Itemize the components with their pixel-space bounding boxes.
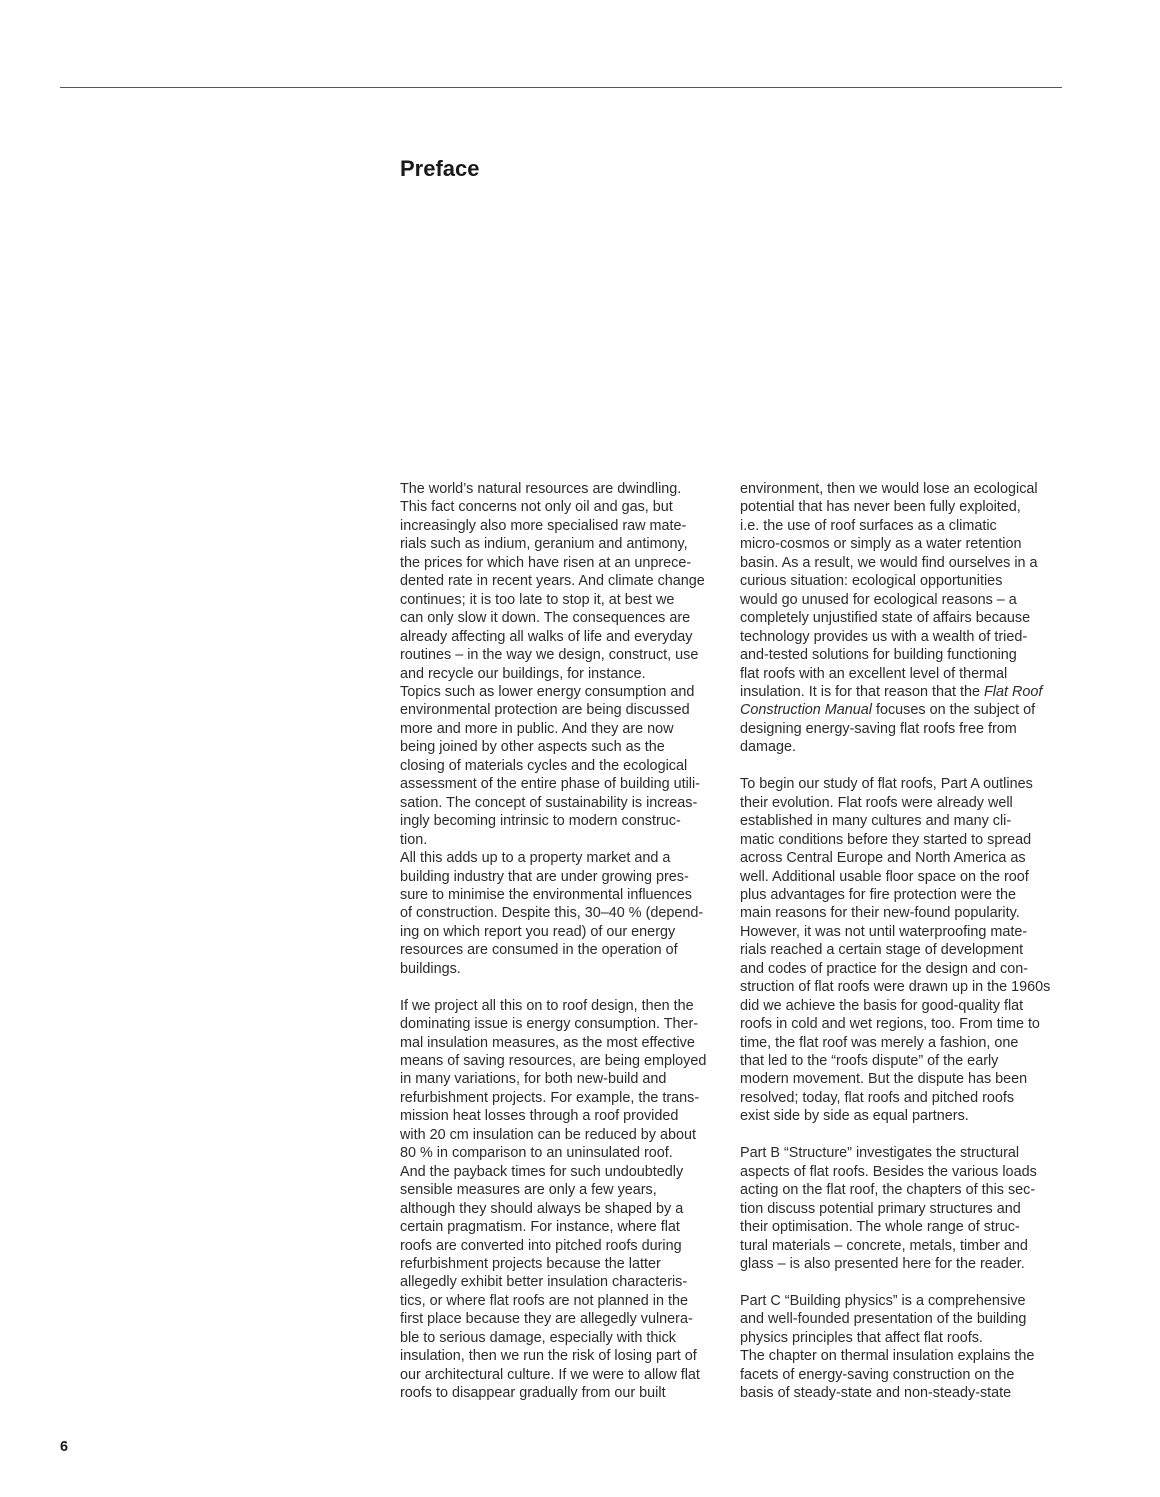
text-line: did we achieve the basis for good-quality flat bbox=[740, 997, 1024, 1014]
text-line: well. Additional usable floor space on the roof bbox=[740, 868, 1029, 885]
text-line: exist side by side as equal partners. bbox=[740, 1108, 969, 1125]
text-line: time, the flat roof was merely a fashion, one bbox=[740, 1034, 1019, 1051]
text-line: dominating issue is energy consumption. Ther- bbox=[400, 1016, 699, 1033]
text-line: sation. The concept of sustainability is increas- bbox=[400, 794, 698, 811]
text-line: To begin our study of flat roofs, Part A outlines bbox=[740, 776, 1033, 793]
text-line: continues; it is too late to stop it, at best we bbox=[400, 591, 675, 608]
text-line: Topics such as lower energy consumption and bbox=[400, 683, 695, 700]
text-line: insulation. It is for that reason that the Flat Roof bbox=[740, 683, 1043, 700]
text-line: acting on the flat roof, the chapters of this sec- bbox=[740, 1182, 1036, 1199]
text-line: technology provides us with a wealth of tried- bbox=[740, 628, 1028, 645]
text-line: If we project all this on to roof design, then the bbox=[400, 997, 694, 1014]
header-rule bbox=[60, 87, 1062, 88]
text-line: tion discuss potential primary structures and bbox=[740, 1200, 1021, 1217]
text-line: micro-cosmos or simply as a water retention bbox=[740, 536, 1022, 553]
text-line: environment, then we would lose an ecological bbox=[740, 481, 1038, 497]
paragraph-gap bbox=[740, 1273, 1066, 1291]
text-line: sure to minimise the environmental influences bbox=[400, 886, 692, 903]
text-line: in many variations, for both new-build and bbox=[400, 1071, 667, 1088]
text-line: aspects of flat roofs. Besides the various loads bbox=[740, 1163, 1037, 1180]
text-line: being joined by other aspects such as the bbox=[400, 739, 665, 756]
paragraph-gap bbox=[400, 978, 724, 996]
text-line: basis of steady-state and non-steady-state bbox=[740, 1385, 1012, 1402]
text-line: This fact concerns not only oil and gas, but bbox=[400, 499, 673, 516]
text-line: environmental protection are being discussed bbox=[400, 702, 690, 719]
text-line: glass – is also presented here for the reader. bbox=[740, 1256, 1025, 1272]
text-line: 80 % in comparison to an uninsulated roof. bbox=[400, 1145, 673, 1162]
text-line: resources are consumed in the operation of bbox=[400, 942, 678, 959]
text-line: rials such as indium, geranium and antimony, bbox=[400, 536, 688, 553]
text-line: Part C “Building physics” is a comprehensive bbox=[740, 1292, 1026, 1309]
text-line: Construction Manual focuses on the subject of bbox=[740, 702, 1036, 719]
text-line: plus advantages for fire protection were the bbox=[740, 886, 1016, 903]
text-line: modern movement. But the dispute has been bbox=[740, 1071, 1028, 1088]
text-line: Part B “Structure” investigates the structural bbox=[740, 1145, 1020, 1162]
text-line: main reasons for their new-found popularity. bbox=[740, 905, 1020, 922]
text-line: rials reached a certain stage of development bbox=[740, 942, 1024, 959]
text-line: already affecting all walks of life and everyday bbox=[400, 628, 693, 645]
text-line: roofs are converted into pitched roofs during bbox=[400, 1237, 682, 1254]
text-line: established in many cultures and many cli- bbox=[740, 813, 1012, 830]
text-line: assessment of the entire phase of building utili- bbox=[400, 776, 700, 793]
text-line: of construction. Despite this, 30–40 % (depend- bbox=[400, 905, 704, 922]
text-line: The chapter on thermal insulation explains the bbox=[740, 1348, 1035, 1365]
text-line: with 20 cm insulation can be reduced by about bbox=[400, 1126, 696, 1143]
left-text-column bbox=[400, 480, 724, 1403]
text-line: tion. bbox=[400, 831, 428, 848]
text-line: completely unjustified state of affairs because bbox=[740, 610, 1031, 627]
text-line: tics, or where flat roofs are not planned in the bbox=[400, 1292, 688, 1309]
text-line: ble to serious damage, especially with thick bbox=[400, 1329, 676, 1346]
paragraph-gap bbox=[740, 757, 1066, 775]
text-line: ingly becoming intrinsic to modern construc- bbox=[400, 813, 681, 830]
text-line: However, it was not until waterproofing mate- bbox=[740, 923, 1028, 940]
text-line: and-tested solutions for building functioning bbox=[740, 647, 1017, 664]
text-line: that led to the “roofs dispute” of the early bbox=[740, 1053, 999, 1070]
page-title: Preface bbox=[400, 156, 480, 181]
text-line: ing on which report you read) of our energy bbox=[400, 923, 676, 940]
text-line: flat roofs with an excellent level of thermal bbox=[740, 665, 1008, 682]
text-line: damage. bbox=[740, 739, 797, 756]
text-line: the prices for which have risen at an unprece- bbox=[400, 554, 692, 571]
text-line: our architectural culture. If we were to allow flat bbox=[400, 1366, 700, 1383]
text-line: across Central Europe and North America as bbox=[740, 850, 1026, 867]
text-line: closing of materials cycles and the ecological bbox=[400, 757, 688, 774]
text-line: tural materials – concrete, metals, timber and bbox=[740, 1237, 1028, 1254]
text-line: i.e. the use of roof surfaces as a climatic bbox=[740, 517, 997, 534]
text-line: first place because they are allegedly vulnera- bbox=[400, 1311, 693, 1328]
text-line: roofs in cold and wet regions, too. From time to bbox=[740, 1016, 1040, 1033]
text-line: insulation, then we run the risk of losing part of bbox=[400, 1348, 697, 1365]
text-line: and codes of practice for the design and con- bbox=[740, 960, 1028, 977]
text-line: their optimisation. The whole range of struc- bbox=[740, 1219, 1020, 1236]
text-line: facets of energy-saving construction on the bbox=[740, 1366, 1015, 1383]
text-line: dented rate in recent years. And climate change bbox=[400, 573, 705, 590]
text-line: building industry that are under growing pres- bbox=[400, 868, 689, 885]
text-line: matic conditions before they started to spread bbox=[740, 831, 1032, 848]
text-line: allegedly exhibit better insulation characteris- bbox=[400, 1274, 688, 1291]
right-text-column bbox=[740, 480, 1066, 1403]
text-line: physics principles that affect flat roofs. bbox=[740, 1329, 983, 1346]
text-line: And the payback times for such undoubtedly bbox=[400, 1163, 684, 1180]
page-number: 6 bbox=[60, 1439, 69, 1455]
text-line: more and more in public. And they are now bbox=[400, 720, 674, 737]
text-line: certain pragmatism. For instance, where flat bbox=[400, 1219, 680, 1236]
text-line: mal insulation measures, as the most effective bbox=[400, 1034, 695, 1051]
text-line: buildings. bbox=[400, 960, 461, 977]
text-line: sensible measures are only a few years, bbox=[400, 1182, 657, 1199]
text-line: curious situation: ecological opportunities bbox=[740, 573, 1003, 590]
text-line: resolved; today, flat roofs and pitched roofs bbox=[740, 1089, 1015, 1106]
text-line: and recycle our buildings, for instance. bbox=[400, 665, 646, 682]
text-line: and well-founded presentation of the building bbox=[740, 1311, 1027, 1328]
text-line: mission heat losses through a roof provided bbox=[400, 1108, 679, 1125]
text-line: All this adds up to a property market and a bbox=[400, 850, 671, 867]
text-line: basin. As a result, we would find ourselves in a bbox=[740, 554, 1038, 571]
text-line: routines – in the way we design, construct, use bbox=[400, 647, 699, 664]
text-line: designing energy-saving flat roofs free from bbox=[740, 720, 1017, 737]
text-line: their evolution. Flat roofs were already well bbox=[740, 794, 1013, 811]
text-line: would go unused for ecological reasons – a bbox=[740, 591, 1017, 608]
paragraph-gap bbox=[740, 1126, 1066, 1144]
text-line: roofs to disappear gradually from our built bbox=[400, 1385, 666, 1402]
text-line: potential that has never been fully exploited, bbox=[740, 499, 1021, 516]
text-line: refurbishment projects because the latter bbox=[400, 1256, 661, 1273]
text-line: struction of flat roofs were drawn up in the 1960s bbox=[740, 979, 1051, 996]
text-line: increasingly also more specialised raw mate- bbox=[400, 517, 687, 534]
text-line: The world’s natural resources are dwindling. bbox=[400, 481, 682, 497]
text-line: refurbishment projects. For example, the trans- bbox=[400, 1089, 700, 1106]
text-line: can only slow it down. The consequences are bbox=[400, 610, 691, 627]
text-line: although they should always be shaped by a bbox=[400, 1200, 684, 1217]
text-line: means of saving resources, are being employed bbox=[400, 1053, 707, 1070]
